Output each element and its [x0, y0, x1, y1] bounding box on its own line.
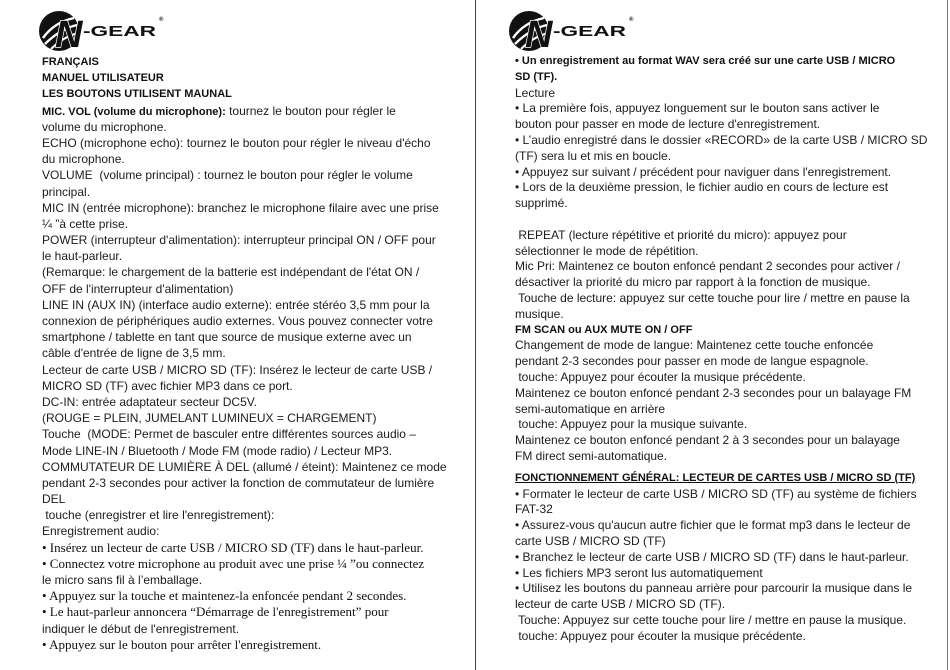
- line-text: VOLUME (volume principal) : tournez le bouton pour régler le volume: [42, 168, 413, 183]
- logo-registered-mark: ®: [159, 17, 164, 23]
- line-text: Enregistrement audio:: [42, 524, 160, 539]
- line-text: semi-automatique en arrière: [515, 401, 666, 416]
- text-line: [42, 604, 447, 620]
- line-text: FM direct semi-automatique.: [515, 448, 668, 463]
- text-line: [42, 281, 447, 297]
- line-text: • Appuyez sur la touche et maintenez-la enfoncée pendant 2 secondes.: [42, 588, 407, 604]
- text-line: [515, 534, 927, 550]
- text-line: [42, 637, 447, 653]
- text-line: [515, 323, 927, 339]
- text-line: [515, 307, 927, 323]
- line-text: (TF) sera lu et mis en boucle.: [515, 148, 672, 163]
- line-text: Touche de lecture: appuyez sur cette touche pour lire / mettre en pause la: [515, 290, 910, 305]
- text-line: [42, 556, 447, 572]
- text-line: [42, 588, 447, 604]
- text-line: [515, 70, 927, 86]
- line-text: sélectionner le mode de répétition.: [515, 243, 699, 258]
- line-text: (ROUGE = PLEIN, JUMELANT LUMINEUX = CHARGEMENT): [42, 411, 377, 426]
- text-line: [42, 410, 447, 426]
- text-line: [42, 459, 447, 475]
- text-line: [515, 402, 927, 418]
- logo-registered-mark: ®: [629, 17, 634, 23]
- line-text: • Les fichiers MP3 seront lus automatiquement: [515, 565, 763, 580]
- text-line: [42, 167, 447, 183]
- line-text: pendant 2-3 secondes pour passer en mode de langue espagnole.: [515, 354, 869, 369]
- brand-logo: [508, 9, 638, 53]
- text-line: [515, 149, 927, 165]
- text-line: [42, 475, 447, 491]
- line-text: REPEAT (lecture répétitive et priorité du micro): appuyez pour: [515, 227, 847, 242]
- logo-wordmark: -GEAR: [553, 23, 627, 40]
- text-line: [42, 119, 447, 135]
- line-text: indiquer le début de l'enregistrement.: [42, 621, 240, 636]
- text-line: [42, 103, 447, 119]
- text-line: [515, 518, 927, 534]
- text-line: [515, 133, 927, 149]
- line-text: • La première fois, appuyez longuement sur le bouton sans activer le: [515, 101, 880, 116]
- text-line: [515, 228, 927, 244]
- text-line: [42, 426, 447, 442]
- line-text: ¼ ”à cette prise.: [42, 216, 129, 231]
- text-line: [515, 291, 927, 307]
- line-text: désactiver la priorité du micro par rapport à la fonction de musique.: [515, 275, 871, 290]
- logo-wordmark: -GEAR: [83, 23, 157, 40]
- text-line: [515, 550, 927, 566]
- text-line: [42, 86, 447, 102]
- text-line: [42, 135, 447, 151]
- right-page-text: [515, 54, 927, 644]
- line-text: du microphone.: [42, 152, 125, 167]
- line-text: • Branchez le lecteur de carte USB / MICRO SD (TF) dans le haut-parleur.: [515, 549, 909, 564]
- bold-label: MIC. VOL (volume du microphone):: [42, 105, 226, 118]
- text-line: [515, 566, 927, 582]
- text-line: [42, 70, 447, 86]
- text-line: [42, 232, 447, 248]
- text-line: [42, 329, 447, 345]
- logo-letter: N: [55, 14, 83, 53]
- text-line: [515, 101, 927, 117]
- text-line: [515, 259, 927, 275]
- text-line: [42, 297, 447, 313]
- text-line: [42, 151, 447, 167]
- line-text: Lecteur de carte USB / MICRO SD (TF): Insérez le lecteur de carte USB /: [42, 362, 433, 377]
- text-line: [42, 394, 447, 410]
- text-line: [515, 275, 927, 291]
- text-line: [515, 165, 927, 181]
- line-text: lecteur de carte USB / MICRO SD (TF).: [515, 597, 726, 612]
- text-line: [42, 184, 447, 200]
- text-line: [42, 491, 447, 507]
- text-line: [42, 362, 447, 378]
- text-line: [515, 433, 927, 449]
- text-line: [515, 180, 927, 196]
- text-line: [515, 613, 927, 629]
- line-text: câble d'entrée de ligne de 3,5 mm.: [42, 346, 226, 361]
- text-line: [42, 378, 447, 394]
- line-text: le micro sans fil à l’emballage.: [42, 573, 203, 587]
- line-text: le haut-parleur.: [42, 249, 123, 264]
- line-text: LINE IN (AUX IN) (interface audio externe): entrée stéréo 3,5 mm pour la: [42, 297, 430, 312]
- text-line: [42, 523, 447, 539]
- line-text: • Un enregistrement au format WAV sera créé sur une carte USB / MICRO: [515, 55, 896, 67]
- line-text: FM SCAN ou AUX MUTE ON / OFF: [515, 323, 693, 336]
- line-text: Touche: Appuyez sur cette touche pour lire / mettre en pause la musique.: [515, 612, 907, 627]
- line-text: smartphone / tablette en tant que source de musique externe avec un: [42, 330, 412, 345]
- line-text: • Le haut-parleur annoncera “Démarrage de l'enregistrement” pour: [42, 604, 389, 620]
- line-text: connexion de périphériques audio externes. Vous pouvez connecter votre: [42, 314, 433, 328]
- line-text: ECHO (microphone echo): tournez le bouton pour régler le niveau d'écho: [42, 135, 431, 150]
- text-line: [515, 487, 927, 503]
- line-text: MICRO SD (TF) avec fichier MP3 dans ce port.: [42, 378, 293, 393]
- text-line: [515, 86, 927, 102]
- line-text: carte USB / MICRO SD (TF): [515, 533, 666, 548]
- text-line: [42, 200, 447, 216]
- line-text: Maintenez ce bouton enfoncé pendant 2-3 secondes pour un balayage FM: [515, 385, 912, 400]
- text-line: [515, 196, 927, 212]
- line-text: OFF de l'interrupteur d'alimentation): [42, 281, 234, 296]
- line-text: POWER (interrupteur d'alimentation): interrupteur principal ON / OFF pour: [42, 233, 436, 248]
- line-text: • Insérez un lecteur de carte USB / MICRO SD (TF) dans le haut-parleur.: [42, 539, 424, 555]
- line-text: Touche (MODE: Permet de basculer entre différentes sources audio –: [42, 427, 416, 442]
- text-line: [515, 386, 927, 402]
- line-text: Changement de mode de langue: Maintenez cette touche enfoncée: [515, 338, 874, 353]
- text-line: [515, 581, 927, 597]
- line-text: touche: Appuyez pour écouter la musique précédente.: [515, 628, 806, 643]
- text-line: [515, 117, 927, 133]
- line-text: • Formater le lecteur de carte USB / MICRO SD (TF) au système de fichiers: [515, 486, 917, 501]
- line-text: musique.: [515, 306, 564, 321]
- line-text: LES BOUTONS UTILISENT MAUNAL: [42, 88, 232, 101]
- text-line: [42, 216, 447, 232]
- text-line: [42, 313, 447, 329]
- text-line: [42, 621, 447, 637]
- line-text: FAT-32: [515, 502, 553, 517]
- line-text: pendant 2-3 secondes pour activer la fonction de commutateur de lumière: [42, 475, 435, 490]
- text-line: [515, 370, 927, 386]
- text-line: [515, 502, 927, 518]
- line-text: MANUEL UTILISATEUR: [42, 72, 164, 85]
- text-line: [42, 443, 447, 459]
- text-line: [515, 597, 927, 613]
- line-text: • Utilisez les boutons du panneau arrière pour parcourir la musique dans le: [515, 581, 913, 596]
- page-edge: [947, 0, 948, 670]
- text-line: [42, 507, 447, 523]
- line-text: • Assurez-vous qu'aucun autre fichier que le format mp3 dans le lecteur de: [515, 518, 911, 533]
- line-text: volume du microphone.: [42, 119, 167, 134]
- text-line: [515, 471, 927, 487]
- line-text: FONCTIONNEMENT GÉNÉRAL: LECTEUR DE CARTES USB / MICRO SD (TF): [515, 471, 916, 484]
- text-line: [515, 54, 927, 70]
- line-text: bouton pour passer en mode de lecture d'enregistrement.: [515, 117, 821, 132]
- line-text: touche: Appuyez pour la musique suivante.: [515, 417, 748, 432]
- line-text: • Lors de la deuxième pression, le fichier audio en cours de lecture est: [515, 180, 889, 195]
- line-text: principal.: [42, 184, 91, 199]
- line-text: • Connectez votre microphone au produit avec une prise ¼ ”ou connectez: [42, 555, 425, 571]
- line-text: supprimé.: [515, 196, 568, 211]
- logo-letter: N: [525, 14, 553, 53]
- line-text: (Remarque: le chargement de la batterie est indépendant de l'état ON /: [42, 265, 420, 280]
- text-line: [42, 248, 447, 264]
- line-text: tournez le bouton pour régler le: [225, 103, 396, 118]
- text-line: [42, 572, 447, 588]
- text-line: [515, 417, 927, 433]
- line-text: Mode LINE-IN / Bluetooth / Mode FM (mode radio) / Lecteur MP3.: [42, 443, 393, 458]
- line-text: touche: Appuyez pour écouter la musique précédente.: [515, 369, 806, 384]
- left-page-text: [42, 54, 447, 653]
- text-line: [515, 449, 927, 465]
- text-line: [42, 54, 447, 70]
- line-text: Mic Pri: Maintenez ce bouton enfoncé pendant 2 secondes pour activer /: [515, 259, 900, 274]
- line-text: touche (enregistrer et lire l'enregistrement):: [42, 508, 275, 523]
- line-text: COMMUTATEUR DE LUMIÈRE À DEL (allumé / éteint): Maintenez ce mode: [42, 459, 447, 474]
- text-line: [515, 354, 927, 370]
- line-text: DEL: [42, 492, 66, 507]
- line-text: • Appuyez sur le bouton pour arrêter l'enregistrement.: [42, 636, 322, 652]
- line-text: DC-IN: entrée adaptateur secteur DC5V.: [42, 394, 257, 409]
- text-line: [515, 338, 927, 354]
- line-text: Lecture: [515, 85, 556, 100]
- text-line: [42, 264, 447, 280]
- brand-logo: [38, 9, 168, 53]
- line-text: SD (TF).: [515, 70, 558, 83]
- line-text: FRANÇAIS: [42, 56, 99, 68]
- line-text: MIC IN (entrée microphone): branchez le microphone filaire avec une prise: [42, 200, 439, 215]
- line-text: Maintenez ce bouton enfoncé pendant 2 à 3 secondes pour un balayage: [515, 433, 900, 448]
- right-page: [476, 0, 947, 670]
- line-text: • L’audio enregistré dans le dossier «RECORD» de la carte USB / MICRO SD: [515, 132, 928, 147]
- text-line: [42, 540, 447, 556]
- text-line: [515, 629, 927, 645]
- blank-line: [515, 212, 927, 228]
- text-line: [515, 244, 927, 260]
- line-text: • Appuyez sur suivant / précédent pour naviguer dans l'enregistrement.: [515, 164, 892, 179]
- text-line: [42, 345, 447, 361]
